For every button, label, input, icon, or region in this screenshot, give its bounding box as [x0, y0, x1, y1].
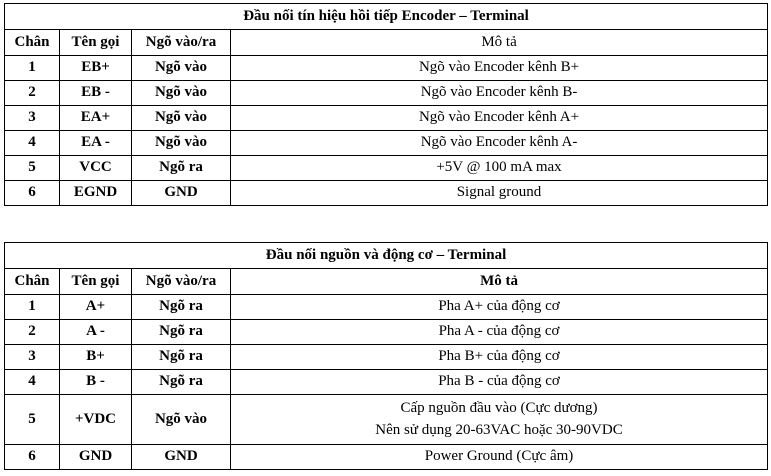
power-motor-terminal-table-block	[4, 242, 768, 470]
cell-io: Ngõ ra	[132, 370, 231, 395]
header-name: Tên gọi	[60, 269, 132, 295]
cell-name: EB+	[60, 56, 132, 81]
cell-description	[231, 295, 768, 320]
cell-name: B -	[60, 370, 132, 395]
power-table-title: Đầu nối nguồn và động cơ – Terminal	[5, 243, 768, 269]
cell-pin: 3	[5, 345, 60, 370]
table-row	[5, 181, 768, 206]
table-row	[5, 106, 768, 131]
description-line: Cấp nguồn đầu vào (Cực dương)	[400, 399, 598, 416]
cell-name: EA -	[60, 131, 132, 156]
power-motor-terminal-table	[4, 242, 768, 470]
cell-description	[231, 106, 768, 131]
table-row	[5, 81, 768, 106]
table-row	[5, 445, 768, 470]
cell-pin: 6	[5, 181, 60, 206]
cell-io: Ngõ vào	[132, 395, 231, 445]
header-pin: Chân	[5, 30, 60, 56]
table-row	[5, 56, 768, 81]
header-pin: Chân	[5, 269, 60, 295]
cell-pin: 3	[5, 106, 60, 131]
table-row	[5, 295, 768, 320]
header-io: Ngõ vào/ra	[132, 30, 231, 56]
cell-description	[231, 370, 768, 395]
description-line: Pha B+ của động cơ	[438, 348, 560, 365]
table-header-row	[5, 269, 768, 295]
cell-pin: 5	[5, 156, 60, 181]
cell-io: GND	[132, 445, 231, 470]
description-line: Ngõ vào Encoder kênh B+	[418, 59, 580, 76]
cell-description	[231, 445, 768, 470]
cell-io: Ngõ ra	[132, 295, 231, 320]
cell-pin: 5	[5, 395, 60, 445]
description-line: Pha A+ của động cơ	[438, 298, 560, 315]
cell-io: Ngõ vào	[132, 106, 231, 131]
description-line: +5V @ 100 mA max	[436, 159, 562, 176]
table-row	[5, 370, 768, 395]
table-row	[5, 131, 768, 156]
header-name: Tên gọi	[60, 30, 132, 56]
cell-name: +VDC	[60, 395, 132, 445]
table-row	[5, 320, 768, 345]
cell-description	[231, 395, 768, 445]
cell-name: VCC	[60, 156, 132, 181]
cell-description	[231, 320, 768, 345]
cell-io: GND	[132, 181, 231, 206]
cell-io: Ngõ ra	[132, 320, 231, 345]
cell-description	[231, 345, 768, 370]
cell-name: B+	[60, 345, 132, 370]
cell-pin: 1	[5, 295, 60, 320]
cell-description	[231, 56, 768, 81]
cell-io: Ngõ vào	[132, 81, 231, 106]
header-description: Mô tả	[231, 269, 768, 295]
cell-name: GND	[60, 445, 132, 470]
cell-io: Ngõ vào	[132, 56, 231, 81]
cell-pin: 4	[5, 370, 60, 395]
cell-description	[231, 81, 768, 106]
description-line: Power Ground (Cực âm)	[424, 448, 574, 465]
cell-io: Ngõ ra	[132, 156, 231, 181]
table-title-row	[5, 4, 768, 30]
encoder-terminal-table-block	[4, 3, 768, 206]
table-row	[5, 345, 768, 370]
encoder-terminal-table	[4, 3, 768, 206]
description-line: Nên sử dụng 20-63VAC hoặc 30-90VDC	[375, 421, 623, 438]
description-line: Signal ground	[456, 184, 542, 201]
header-io: Ngõ vào/ra	[132, 269, 231, 295]
encoder-table-title: Đầu nối tín hiệu hồi tiếp Encoder – Terminal	[5, 4, 768, 30]
cell-pin: 2	[5, 320, 60, 345]
cell-description	[231, 156, 768, 181]
table-title-row	[5, 243, 768, 269]
cell-pin: 6	[5, 445, 60, 470]
cell-pin: 1	[5, 56, 60, 81]
table-header-row	[5, 30, 768, 56]
header-description: Mô tả	[231, 30, 768, 56]
table-row	[5, 156, 768, 181]
cell-pin: 2	[5, 81, 60, 106]
description-line: Ngõ vào Encoder kênh A-	[420, 134, 578, 151]
description-line: Ngõ vào Encoder kênh A+	[418, 109, 580, 126]
cell-name: EGND	[60, 181, 132, 206]
cell-description	[231, 181, 768, 206]
description-line: Pha A - của động cơ	[438, 323, 560, 340]
description-line: Pha B - của động cơ	[438, 373, 560, 390]
cell-io: Ngõ ra	[132, 345, 231, 370]
cell-name: A+	[60, 295, 132, 320]
cell-description	[231, 131, 768, 156]
cell-name: EB -	[60, 81, 132, 106]
table-row	[5, 395, 768, 445]
cell-name: A -	[60, 320, 132, 345]
cell-pin: 4	[5, 131, 60, 156]
cell-io: Ngõ vào	[132, 131, 231, 156]
description-line: Ngõ vào Encoder kênh B-	[420, 84, 578, 101]
cell-name: EA+	[60, 106, 132, 131]
